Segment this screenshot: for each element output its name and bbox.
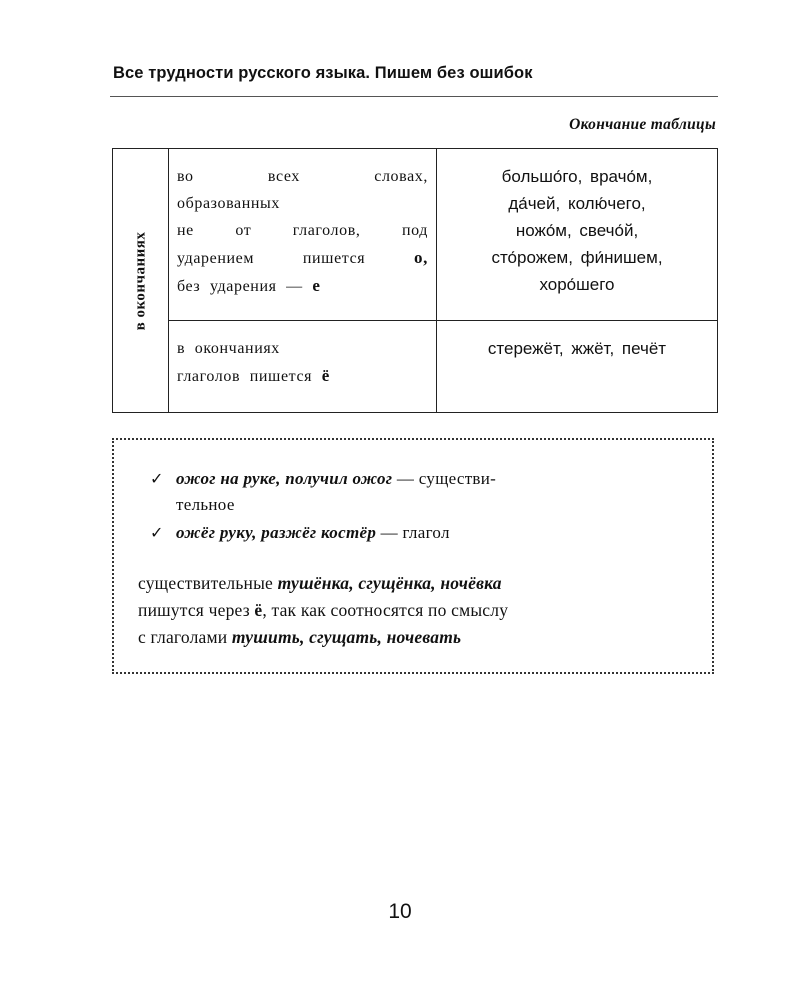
check-item xyxy=(150,466,497,518)
rule-letter: ё xyxy=(321,366,330,385)
note-box xyxy=(112,438,714,674)
note-example: тушёнка, сгущёнка, ночёвка xyxy=(277,573,502,593)
check-item-text: — глагол xyxy=(376,523,450,542)
rule-line-text: ударением пишется xyxy=(177,250,366,267)
rule-line-text: глаголов пишется xyxy=(177,368,313,385)
running-title: Все трудности русского языка. Пишем без ошибок xyxy=(113,64,533,82)
check-item-line xyxy=(176,520,450,546)
example-line: сто́рожем, фи́нишем, xyxy=(491,248,663,267)
rule-line: образованных xyxy=(177,195,280,212)
rule-line xyxy=(177,362,428,390)
header-divider xyxy=(110,96,718,97)
rule-line: во всех словах, xyxy=(177,168,428,185)
note-line xyxy=(138,570,698,597)
spelling-rules-table xyxy=(112,148,718,413)
page-number: 10 xyxy=(388,900,412,923)
table-continuation-label: Окончание таблицы xyxy=(569,116,716,133)
note-line xyxy=(138,597,698,624)
table-row xyxy=(113,149,718,321)
example-line: да́чей, колю́чего, xyxy=(508,194,646,213)
rule-line xyxy=(177,272,428,300)
table-row xyxy=(113,321,718,413)
note-text: с глаголами xyxy=(138,627,232,647)
check-item-example: ожог на руке, получил ожог xyxy=(176,469,393,488)
note-text: , так как соотносятся по смыслу xyxy=(262,600,509,620)
examples-text xyxy=(437,321,717,362)
note-text: пишутся через xyxy=(138,600,255,620)
checkmark-icon: ✓ xyxy=(150,523,164,542)
note-paragraph xyxy=(138,570,698,651)
check-item-line xyxy=(176,466,496,492)
rule-line: не от глаголов, под xyxy=(177,222,428,239)
rule-line-text: без ударения — xyxy=(177,278,303,295)
check-item-line: тельное xyxy=(176,495,235,514)
rule-text xyxy=(169,149,436,300)
rule-line: в окончаниях xyxy=(177,340,280,357)
rule-letter-stressed: о, xyxy=(414,248,428,267)
check-item-example: ожёг руку, разжёг костёр xyxy=(176,523,377,542)
side-label-cell xyxy=(113,149,169,413)
example-line: стережёт, жжёт, печёт xyxy=(487,339,667,358)
check-item xyxy=(150,520,450,546)
rule-cell xyxy=(169,149,437,321)
rule-cell xyxy=(169,321,437,413)
example-line: ножо́м, свечо́й, xyxy=(515,221,639,240)
rule-letter-unstressed: е xyxy=(312,276,321,295)
rule-text xyxy=(169,321,436,390)
note-example: тушить, сгущать, ночевать xyxy=(231,627,462,647)
example-line: большо́го, врачо́м, xyxy=(501,167,653,186)
example-line: хоро́шего xyxy=(539,275,615,294)
rule-line xyxy=(177,244,428,272)
examples-text xyxy=(437,149,717,298)
examples-cell xyxy=(437,321,718,413)
checkmark-icon: ✓ xyxy=(150,469,164,488)
check-item-text: — существи- xyxy=(392,469,497,488)
note-letter: ё xyxy=(254,600,263,620)
side-label: в окончаниях xyxy=(132,231,148,330)
examples-cell xyxy=(437,149,718,321)
note-text: существительные xyxy=(138,573,278,593)
note-line xyxy=(138,624,698,651)
